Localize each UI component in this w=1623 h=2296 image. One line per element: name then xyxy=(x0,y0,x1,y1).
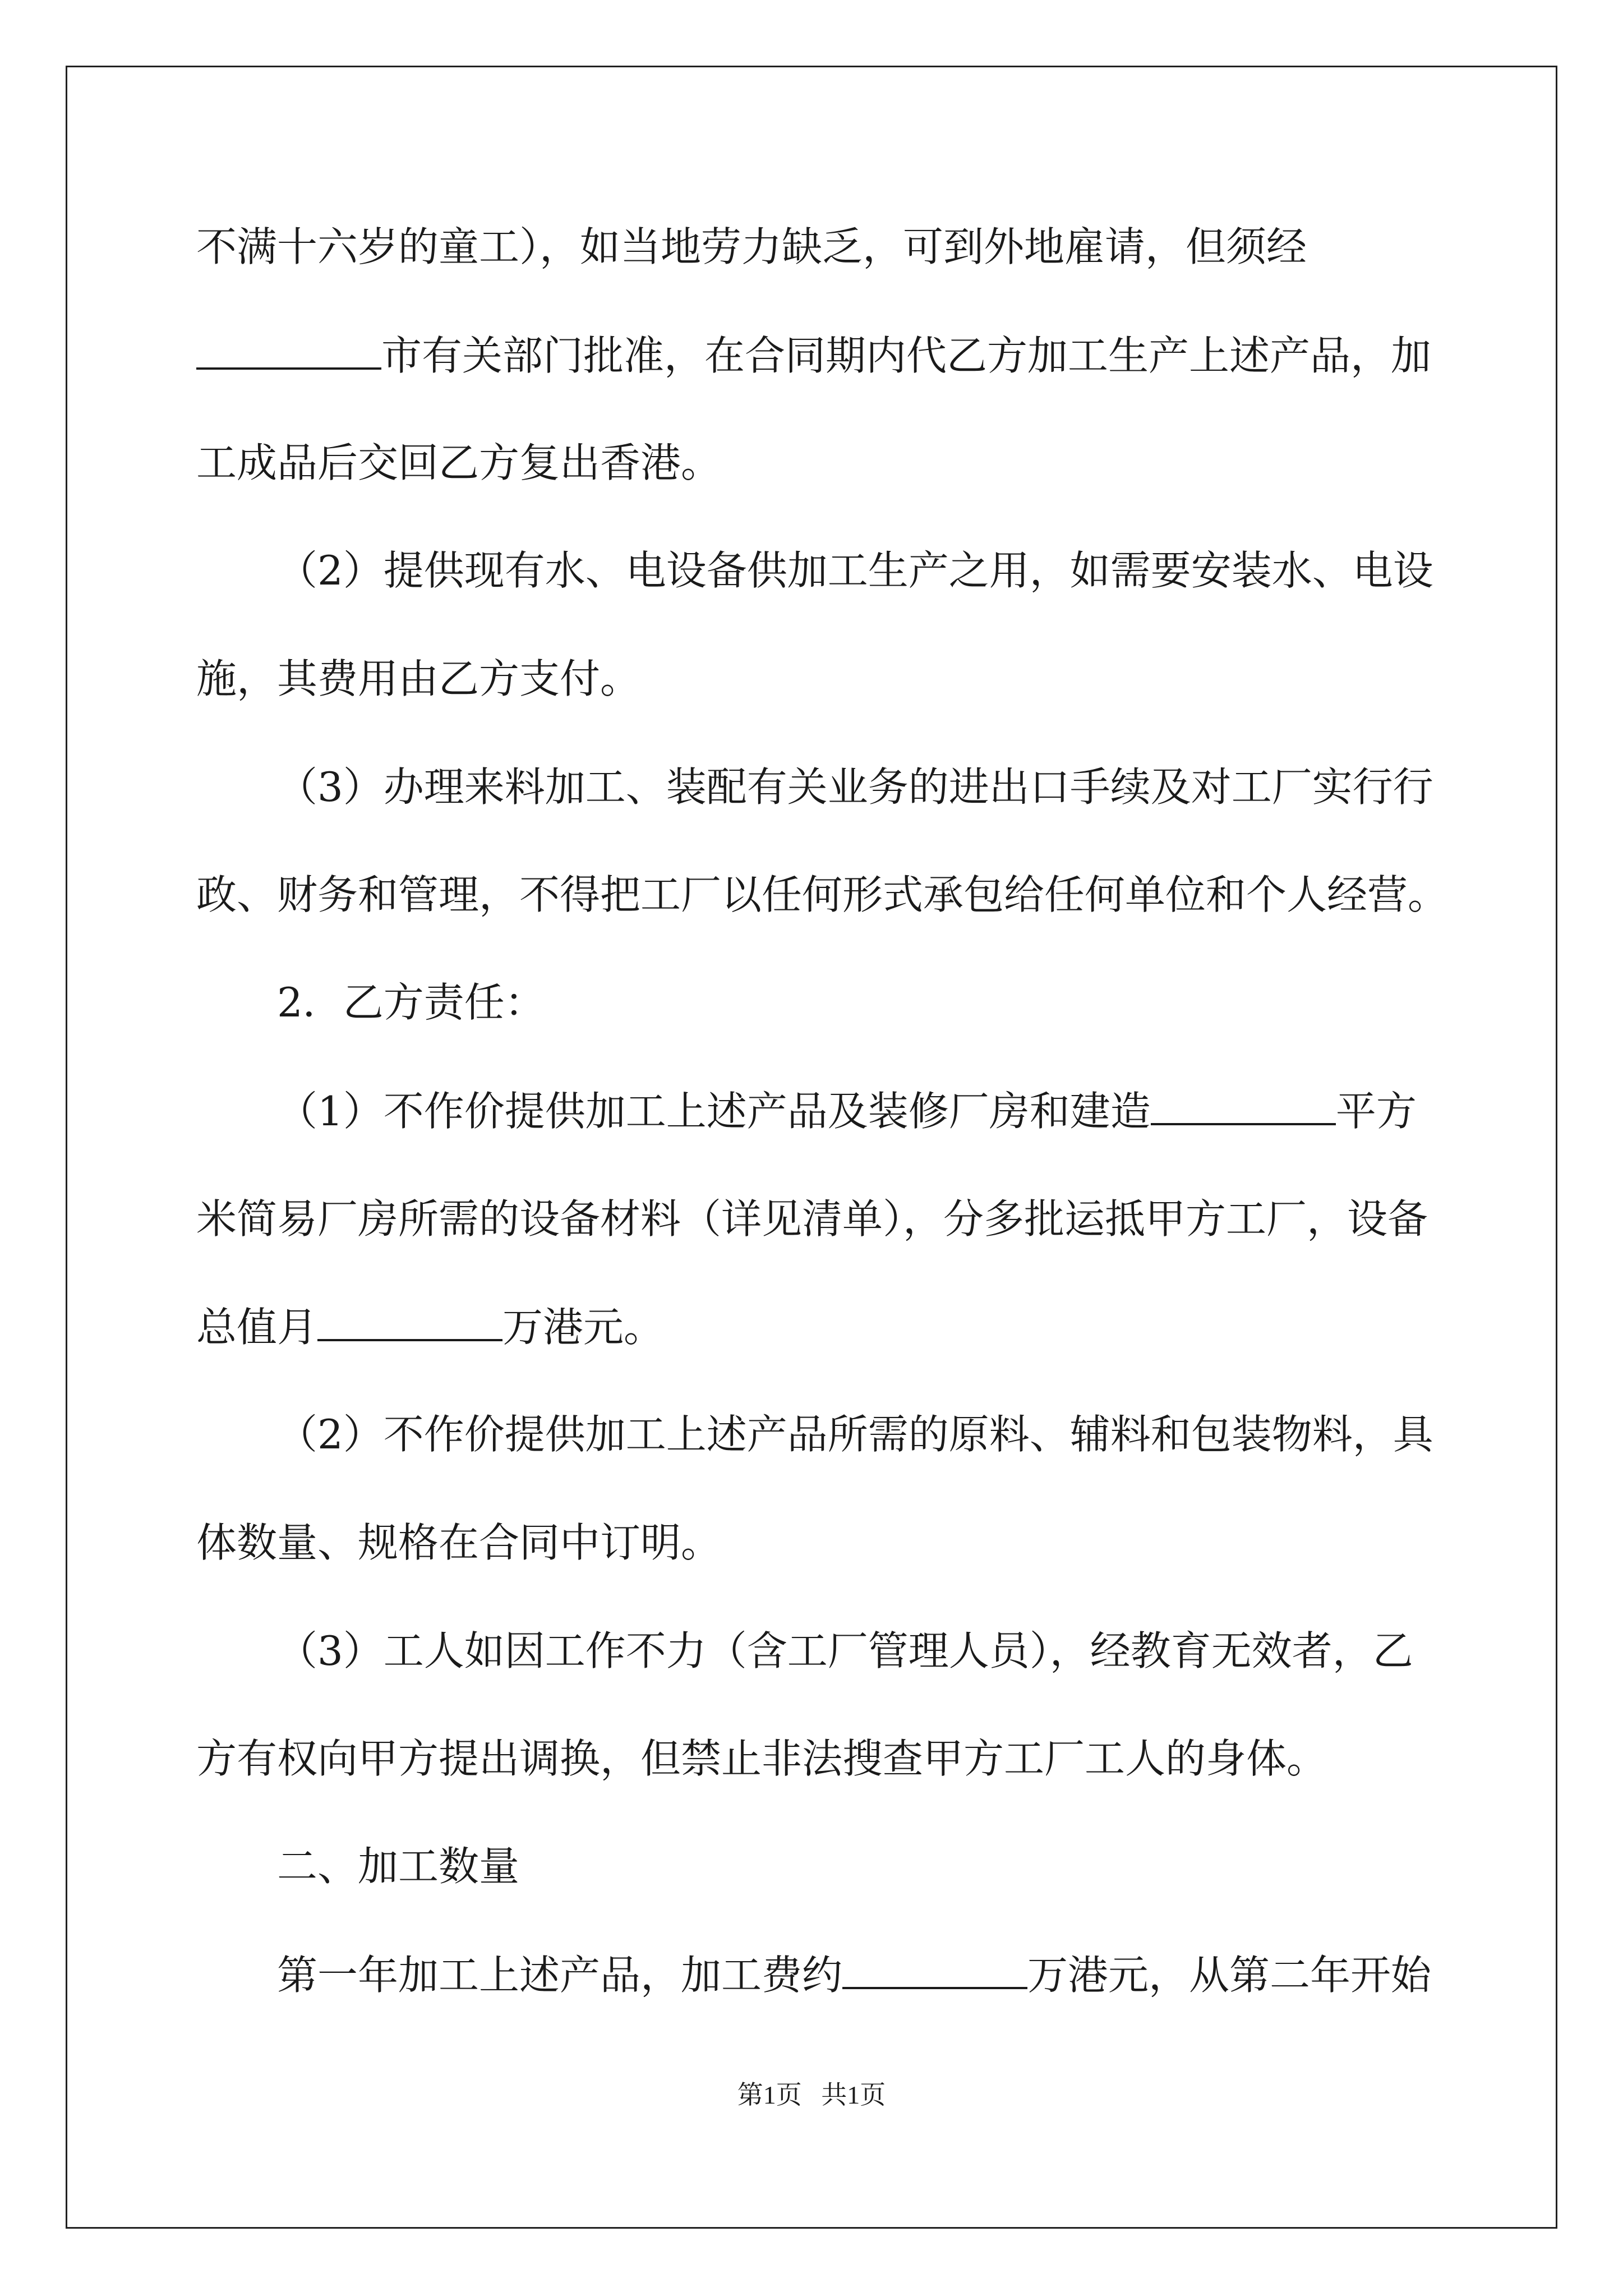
text-line: 市有关部门批准，在合同期内代乙方加工生产上述产品，加 xyxy=(196,327,1431,384)
text-line: 方有权向甲方提出调换，但禁止非法搜查甲方工厂工人的身体。 xyxy=(196,1735,1327,1782)
fill-blank xyxy=(842,1947,1027,1989)
text-line: 第一年加工上述产品，加工费约 万港元，从第二年开始 xyxy=(277,1947,1431,2003)
text-line: （1）不作价提供加工上述产品及装修厂房和建造 平方 xyxy=(277,1083,1417,1139)
text-line: 总值月 万港元。 xyxy=(196,1299,664,1355)
text-line: （3）办理来料加工、装配有关业务的进出口手续及对工厂实行行 xyxy=(277,763,1433,811)
page-number-footer: 第1页 共1页 xyxy=(737,2081,886,2109)
text-line: 施，其费用由乙方支付。 xyxy=(196,655,641,702)
page-border xyxy=(66,66,1557,2229)
text-line: （3）工人如因工作不力（含工厂管理人员），经教育无效者，乙 xyxy=(277,1627,1413,1674)
text-line: 体数量、规格在合同中订明。 xyxy=(196,1519,722,1566)
text-line: （2）提供现有水、电设备供加工生产之用，如需要安装水、电设 xyxy=(277,547,1433,594)
fill-blank xyxy=(317,1299,502,1341)
section-heading: 二、加工数量 xyxy=(277,1843,520,1890)
text-line: 政、财务和管理，不得把工厂以任何形式承包给任何单位和个人经营。 xyxy=(196,871,1449,918)
fill-blank xyxy=(1151,1083,1336,1125)
text-line: 米简易厂房所需的设备材料（详见清单），分多批运抵甲方工厂，设备 xyxy=(196,1195,1428,1243)
text-line: （2）不作价提供加工上述产品所需的原料、辅料和包装物料，具 xyxy=(277,1411,1433,1458)
text-line: 不满十六岁的童工），如当地劳力缺乏，可到外地雇请，但须经 xyxy=(196,223,1307,270)
fill-blank xyxy=(196,327,381,370)
text-line: 工成品后交回乙方复出香港。 xyxy=(196,439,722,486)
section-heading: 2．乙方责任： xyxy=(277,979,545,1026)
